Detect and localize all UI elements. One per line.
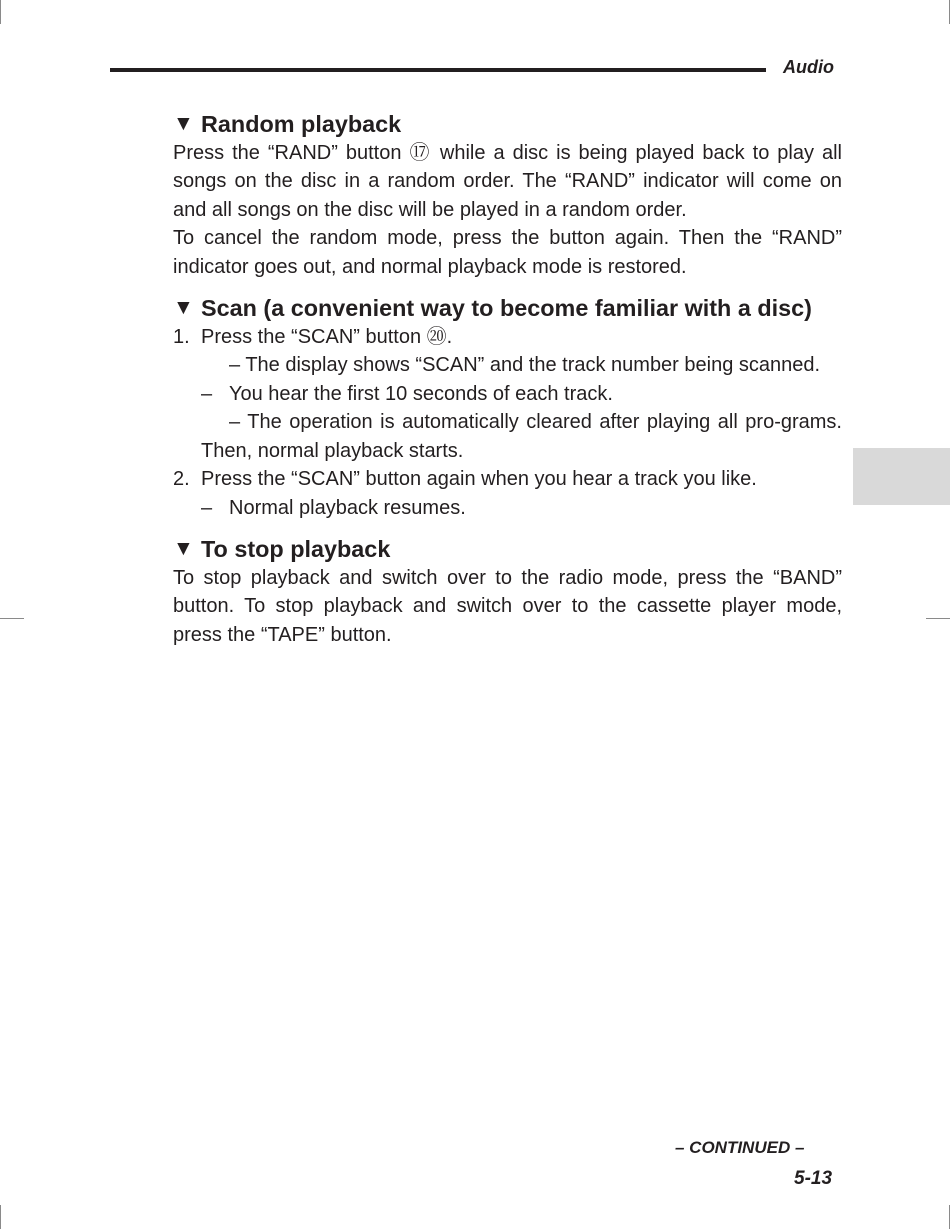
step-number: 1. — [173, 325, 190, 348]
crop-mark-mid-left — [0, 618, 24, 619]
step-text: Press the “SCAN” button ⑳. — [201, 325, 453, 348]
heading-random-playback — [173, 110, 842, 139]
scan-step-1 — [173, 323, 842, 352]
header-rule — [110, 68, 766, 72]
crop-mark-bottom-left — [0, 1205, 1, 1229]
heading-stop-playback — [173, 535, 842, 564]
scan-step-2-detail-1 — [173, 494, 842, 523]
heading-scan — [173, 294, 842, 323]
scan-step-1-detail-2 — [173, 380, 842, 409]
random-paragraph-2: To cancel the random mode, press the button again. Then the “RAND” indicator goes out, and normal playback mode is restored. — [173, 227, 842, 278]
stop-paragraph: To stop playback and switch over to the radio mode, press the “BAND” button. To stop playback and switch over to the cassette player mode, press the “TAPE” button. — [173, 566, 842, 646]
heading-text: To stop playback — [201, 536, 391, 562]
heading-text: Scan (a convenient way to become familiar with a disc) — [201, 295, 812, 321]
dash-marker: – — [201, 382, 213, 405]
dash-marker: – — [229, 354, 241, 376]
triangle-marker-icon: ▼ — [173, 112, 194, 135]
scan-step-2 — [173, 465, 842, 494]
detail-text: Normal playback resumes. — [229, 496, 466, 519]
step-number: 2. — [173, 468, 190, 490]
dash-marker: – — [201, 496, 213, 519]
step-text: Press the “SCAN” button again when you hear a track you like. — [201, 468, 757, 490]
detail-text: The display shows “SCAN” and the track number being scanned. — [245, 354, 821, 376]
thumb-index-tab — [853, 448, 950, 505]
detail-text: You hear the first 10 seconds of each track. — [229, 382, 613, 405]
crop-mark-top-left — [0, 0, 1, 24]
heading-text: Random playback — [201, 111, 402, 137]
detail-text: The operation is automatically cleared after playing all pro-grams. Then, normal playback starts. — [201, 411, 842, 462]
crop-mark-mid-right — [926, 618, 950, 619]
section-label: Audio — [783, 57, 834, 77]
random-paragraph-1: Press the “RAND” button ⑰ while a disc is being played back to play all songs on the disc in a random order. The “RAND” indicator will come on and all songs on the disc will be played in a random order. — [173, 141, 842, 221]
scan-step-1-detail-3 — [173, 408, 842, 465]
continued-label: – CONTINUED – — [675, 1138, 805, 1157]
dash-marker: – — [229, 411, 241, 433]
page-content — [173, 110, 842, 649]
triangle-marker-icon: ▼ — [173, 296, 194, 319]
triangle-marker-icon: ▼ — [173, 537, 194, 560]
page-number: 5-13 — [794, 1168, 833, 1189]
scan-step-1-detail-1 — [173, 351, 842, 380]
